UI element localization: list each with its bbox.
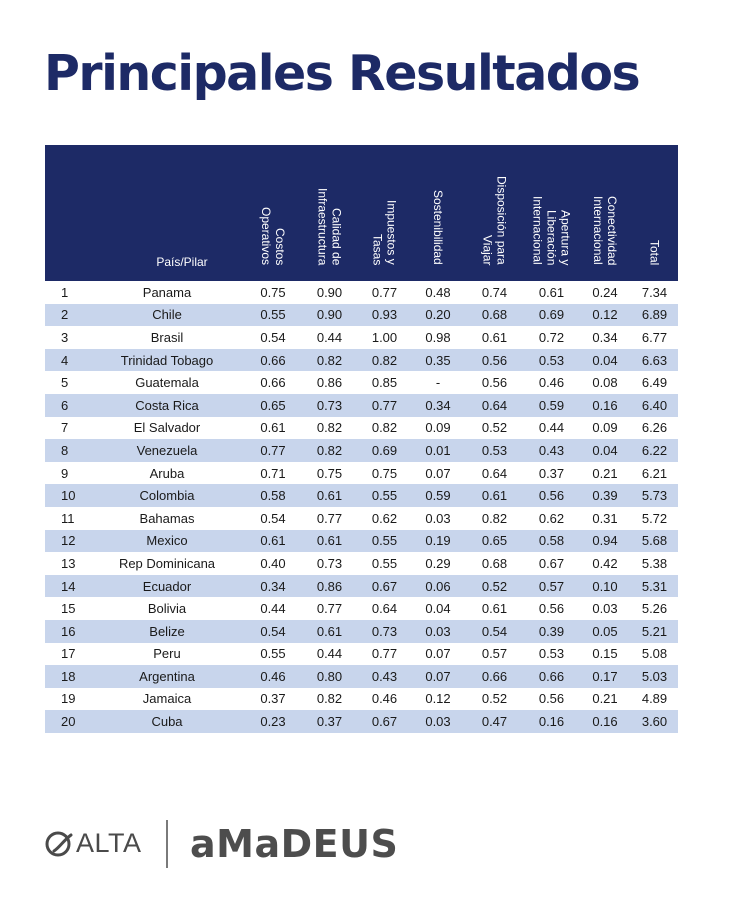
total-cell: 5.73 [641,488,668,504]
logo-divider [166,820,168,868]
score-cell: 0.94 [592,533,618,549]
header-label: Apertura y Liberación Internacional [530,196,573,265]
score-cell: 0.66 [538,668,565,684]
score-cell: 0.40 [260,555,286,571]
country-cell: Brasil [150,329,184,345]
score-cell: 0.69 [538,307,565,323]
country-cell: Peru [153,646,181,662]
score-cell: 0.61 [316,623,343,639]
score-cell: 0.64 [481,397,508,413]
table-row [45,394,678,417]
header-label: Disposición para Viajar [480,176,509,265]
score-cell: 0.16 [592,397,618,413]
score-cell: 0.09 [425,420,451,436]
score-cell: 0.54 [260,329,286,345]
rank-cell: 5 [61,375,69,391]
score-cell: 0.68 [481,555,508,571]
score-cell: 0.72 [538,329,565,345]
country-cell: Argentina [139,668,195,684]
score-cell: 0.35 [425,352,451,368]
score-cell: 0.77 [371,646,398,662]
score-cell: 0.86 [316,375,343,391]
results-table-container [45,145,678,733]
table-row [45,552,678,575]
score-cell: 0.12 [592,307,618,323]
country-cell: Aruba [149,465,185,481]
score-cell: 0.58 [538,533,565,549]
score-cell: 0.07 [425,668,451,684]
score-cell: 0.59 [425,488,451,504]
score-cell: 0.05 [592,623,618,639]
total-cell: 6.77 [641,329,668,345]
score-cell: 0.61 [481,329,508,345]
table-row [45,575,678,598]
score-cell: 0.16 [538,714,565,730]
rank-cell: 19 [61,691,76,707]
score-cell: 0.21 [592,465,618,481]
score-cell: 0.74 [481,284,508,300]
score-cell: 0.31 [592,510,618,526]
score-cell: - [435,375,441,391]
country-cell: Rep Dominicana [118,555,216,571]
score-cell: 0.24 [592,284,618,300]
total-cell: 6.89 [641,307,668,323]
score-cell: 0.71 [260,465,286,481]
total-cell: 6.22 [641,442,668,458]
table-row [45,304,678,327]
score-cell: 0.73 [316,555,343,571]
rank-cell: 15 [61,601,76,617]
score-cell: 0.48 [425,284,451,300]
total-cell: 5.21 [641,623,668,639]
table-row [45,688,678,711]
score-cell: 0.65 [260,397,286,413]
country-cell: Guatemala [135,375,199,391]
score-cell: 0.52 [481,420,508,436]
header-label: Total [647,239,662,265]
score-cell: 0.52 [481,578,508,594]
page-title: Principales Resultados [44,45,640,102]
score-cell: 0.47 [481,714,508,730]
score-cell: 0.34 [260,578,286,594]
total-cell: 7.34 [641,284,668,300]
table-row [45,710,678,733]
score-cell: 0.46 [371,691,398,707]
score-cell: 0.20 [425,307,451,323]
score-cell: 0.98 [425,329,451,345]
score-cell: 0.55 [260,646,286,662]
score-cell: 0.34 [592,329,618,345]
table-row [45,439,678,462]
score-cell: 0.61 [481,488,508,504]
header-apertura-liberacion [524,145,579,281]
score-cell: 0.55 [260,307,286,323]
score-cell: 0.67 [538,555,565,571]
score-cell: 0.77 [260,442,286,458]
score-cell: 0.42 [592,555,618,571]
score-cell: 0.61 [538,284,565,300]
score-cell: 0.85 [371,375,398,391]
header-disposicion-viajar [465,145,524,281]
table-header-row [45,145,678,281]
score-cell: 0.82 [371,352,398,368]
score-cell: 0.44 [538,420,565,436]
score-cell: 0.52 [481,691,508,707]
score-cell: 0.53 [538,646,565,662]
score-cell: 0.66 [481,668,508,684]
country-cell: Bahamas [139,510,195,526]
score-cell: 0.19 [425,533,451,549]
score-cell: 0.07 [425,646,451,662]
country-cell: Trinidad Tobago [120,352,214,368]
table-row [45,484,678,507]
total-cell: 5.38 [641,555,668,571]
total-cell: 5.68 [641,533,668,549]
score-cell: 0.43 [371,668,398,684]
score-cell: 0.77 [316,510,343,526]
score-cell: 0.61 [481,601,508,617]
alta-globe-icon [44,829,74,859]
header-calidad-infraestructura [301,145,358,281]
score-cell: 0.61 [316,488,343,504]
score-cell: 0.23 [260,714,286,730]
score-cell: 0.06 [425,578,451,594]
score-cell: 0.17 [592,668,618,684]
score-cell: 0.44 [260,601,286,617]
total-cell: 5.03 [641,668,668,684]
header-total [631,145,678,281]
rank-cell: 13 [61,555,76,571]
score-cell: 0.12 [425,691,451,707]
score-cell: 0.59 [538,397,565,413]
header-label: Sostenibilidad [431,190,445,265]
rank-cell: 17 [61,646,76,662]
score-cell: 0.56 [481,352,508,368]
score-cell: 0.56 [538,601,565,617]
total-cell: 6.49 [641,375,668,391]
score-cell: 0.62 [371,510,398,526]
score-cell: 0.54 [260,510,286,526]
score-cell: 0.44 [316,646,343,662]
score-cell: 0.46 [260,668,286,684]
table-row [45,643,678,666]
score-cell: 0.56 [538,691,565,707]
total-cell: 5.26 [641,601,668,617]
score-cell: 0.21 [592,691,618,707]
country-cell: Mexico [146,533,188,549]
header-impuestos-tasas [358,145,411,281]
score-cell: 0.61 [260,420,286,436]
score-cell: 0.69 [371,442,398,458]
footer-logos [44,818,444,870]
score-cell: 0.75 [260,284,286,300]
score-cell: 0.34 [425,397,451,413]
score-cell: 0.77 [371,397,398,413]
score-cell: 0.04 [592,352,618,368]
score-cell: 0.54 [260,623,286,639]
score-cell: 0.56 [481,375,508,391]
country-cell: Belize [149,623,185,639]
table-row [45,417,678,440]
table-row [45,530,678,553]
score-cell: 0.29 [425,555,451,571]
score-cell: 0.57 [538,578,565,594]
header-label: Calidad de Infraestructura [315,187,344,265]
score-cell: 0.77 [371,284,398,300]
score-cell: 0.01 [425,442,451,458]
score-cell: 0.39 [592,488,618,504]
total-cell: 5.72 [641,510,668,526]
score-cell: 0.37 [538,465,565,481]
amadeus-logo: aMaDEUS [190,822,399,866]
score-cell: 0.03 [425,510,451,526]
table-row [45,620,678,643]
score-cell: 0.04 [425,601,451,617]
score-cell: 0.75 [371,465,398,481]
score-cell: 0.46 [538,375,565,391]
total-cell: 6.40 [641,397,668,413]
score-cell: 0.44 [316,329,343,345]
score-cell: 0.67 [371,714,398,730]
score-cell: 0.80 [316,668,343,684]
header-label: Conectividad Internacional [591,195,619,265]
rank-cell: 20 [61,714,76,730]
rank-cell: 2 [61,307,69,323]
total-cell: 5.31 [641,578,668,594]
score-cell: 0.61 [316,533,343,549]
country-cell: Cuba [151,714,183,730]
score-cell: 0.90 [316,284,343,300]
score-cell: 0.56 [538,488,565,504]
rank-cell: 4 [61,352,69,368]
table-row [45,326,678,349]
score-cell: 0.82 [371,420,398,436]
header-label: Costos Operativos [259,206,287,265]
rank-cell: 7 [61,420,69,436]
score-cell: 0.82 [481,510,508,526]
country-cell: El Salvador [133,420,201,436]
rank-cell: 16 [61,623,76,639]
score-cell: 0.07 [425,465,451,481]
score-cell: 0.15 [592,646,618,662]
alta-logo [44,828,142,859]
score-cell: 0.68 [481,307,508,323]
header-country-pilar: País/Pilar [156,255,208,269]
header-conectividad-internacional [579,145,631,281]
score-cell: 0.10 [592,578,618,594]
country-cell: Colombia [139,488,195,504]
score-cell: 0.03 [592,601,618,617]
score-cell: 0.82 [316,691,343,707]
total-cell: 6.26 [641,420,668,436]
total-cell: 6.63 [641,352,668,368]
results-table [45,145,678,733]
country-cell: Costa Rica [135,397,199,413]
total-cell: 4.89 [641,691,668,707]
country-cell: Panama [142,284,192,300]
score-cell: 0.73 [371,623,398,639]
score-cell: 0.58 [260,488,286,504]
table-row [45,597,678,620]
score-cell: 0.77 [316,601,343,617]
score-cell: 0.53 [481,442,508,458]
header-label: Impuestos y Tasas [370,200,399,265]
total-cell: 6.21 [641,465,668,481]
score-cell: 0.03 [425,623,451,639]
score-cell: 0.73 [316,397,343,413]
country-cell: Venezuela [136,442,198,458]
score-cell: 0.65 [481,533,508,549]
header-costos-operativos [245,145,301,281]
total-cell: 3.60 [641,714,668,730]
table-row [45,349,678,372]
score-cell: 0.90 [316,307,343,323]
table-row [45,507,678,530]
score-cell: 0.53 [538,352,565,368]
score-cell: 0.55 [371,555,398,571]
score-cell: 0.57 [481,646,508,662]
rank-cell: 1 [61,284,69,300]
score-cell: 0.62 [538,510,565,526]
header-spacer [45,145,89,281]
score-cell: 0.39 [538,623,565,639]
score-cell: 0.37 [316,714,343,730]
score-cell: 0.67 [371,578,398,594]
score-cell: 0.64 [371,601,398,617]
table-row [45,462,678,485]
table-row [45,665,678,688]
score-cell: 0.66 [260,352,286,368]
rank-cell: 18 [61,668,76,684]
rank-cell: 12 [61,533,76,549]
score-cell: 0.03 [425,714,451,730]
score-cell: 0.43 [538,442,565,458]
rank-cell: 6 [61,397,69,413]
score-cell: 0.55 [371,488,398,504]
score-cell: 0.55 [371,533,398,549]
score-cell: 0.54 [481,623,508,639]
score-cell: 0.37 [260,691,286,707]
rank-cell: 3 [61,329,69,345]
country-cell: Bolivia [147,601,187,617]
table-body [45,281,678,733]
country-cell: Chile [152,307,182,323]
score-cell: 0.82 [316,352,343,368]
rank-cell: 9 [61,465,69,481]
score-cell: 0.86 [316,578,343,594]
alta-logo-text: ALTA [76,828,142,858]
rank-cell: 14 [61,578,76,594]
score-cell: 0.61 [260,533,286,549]
table-row [45,281,678,304]
score-cell: 0.75 [316,465,343,481]
score-cell: 0.66 [260,375,286,391]
country-cell: Jamaica [142,691,192,707]
score-cell: 0.64 [481,465,508,481]
rank-cell: 8 [61,442,69,458]
header-sostenibilidad [411,145,465,281]
score-cell: 0.93 [371,307,398,323]
score-cell: 0.08 [592,375,618,391]
rank-cell: 10 [61,488,76,504]
score-cell: 0.82 [316,420,343,436]
score-cell: 0.82 [316,442,343,458]
total-cell: 5.08 [641,646,668,662]
score-cell: 0.09 [592,420,618,436]
score-cell: 1.00 [371,329,398,345]
table-row [45,371,678,394]
score-cell: 0.04 [592,442,618,458]
country-cell: Ecuador [142,578,192,594]
rank-cell: 11 [61,510,75,526]
score-cell: 0.16 [592,714,618,730]
